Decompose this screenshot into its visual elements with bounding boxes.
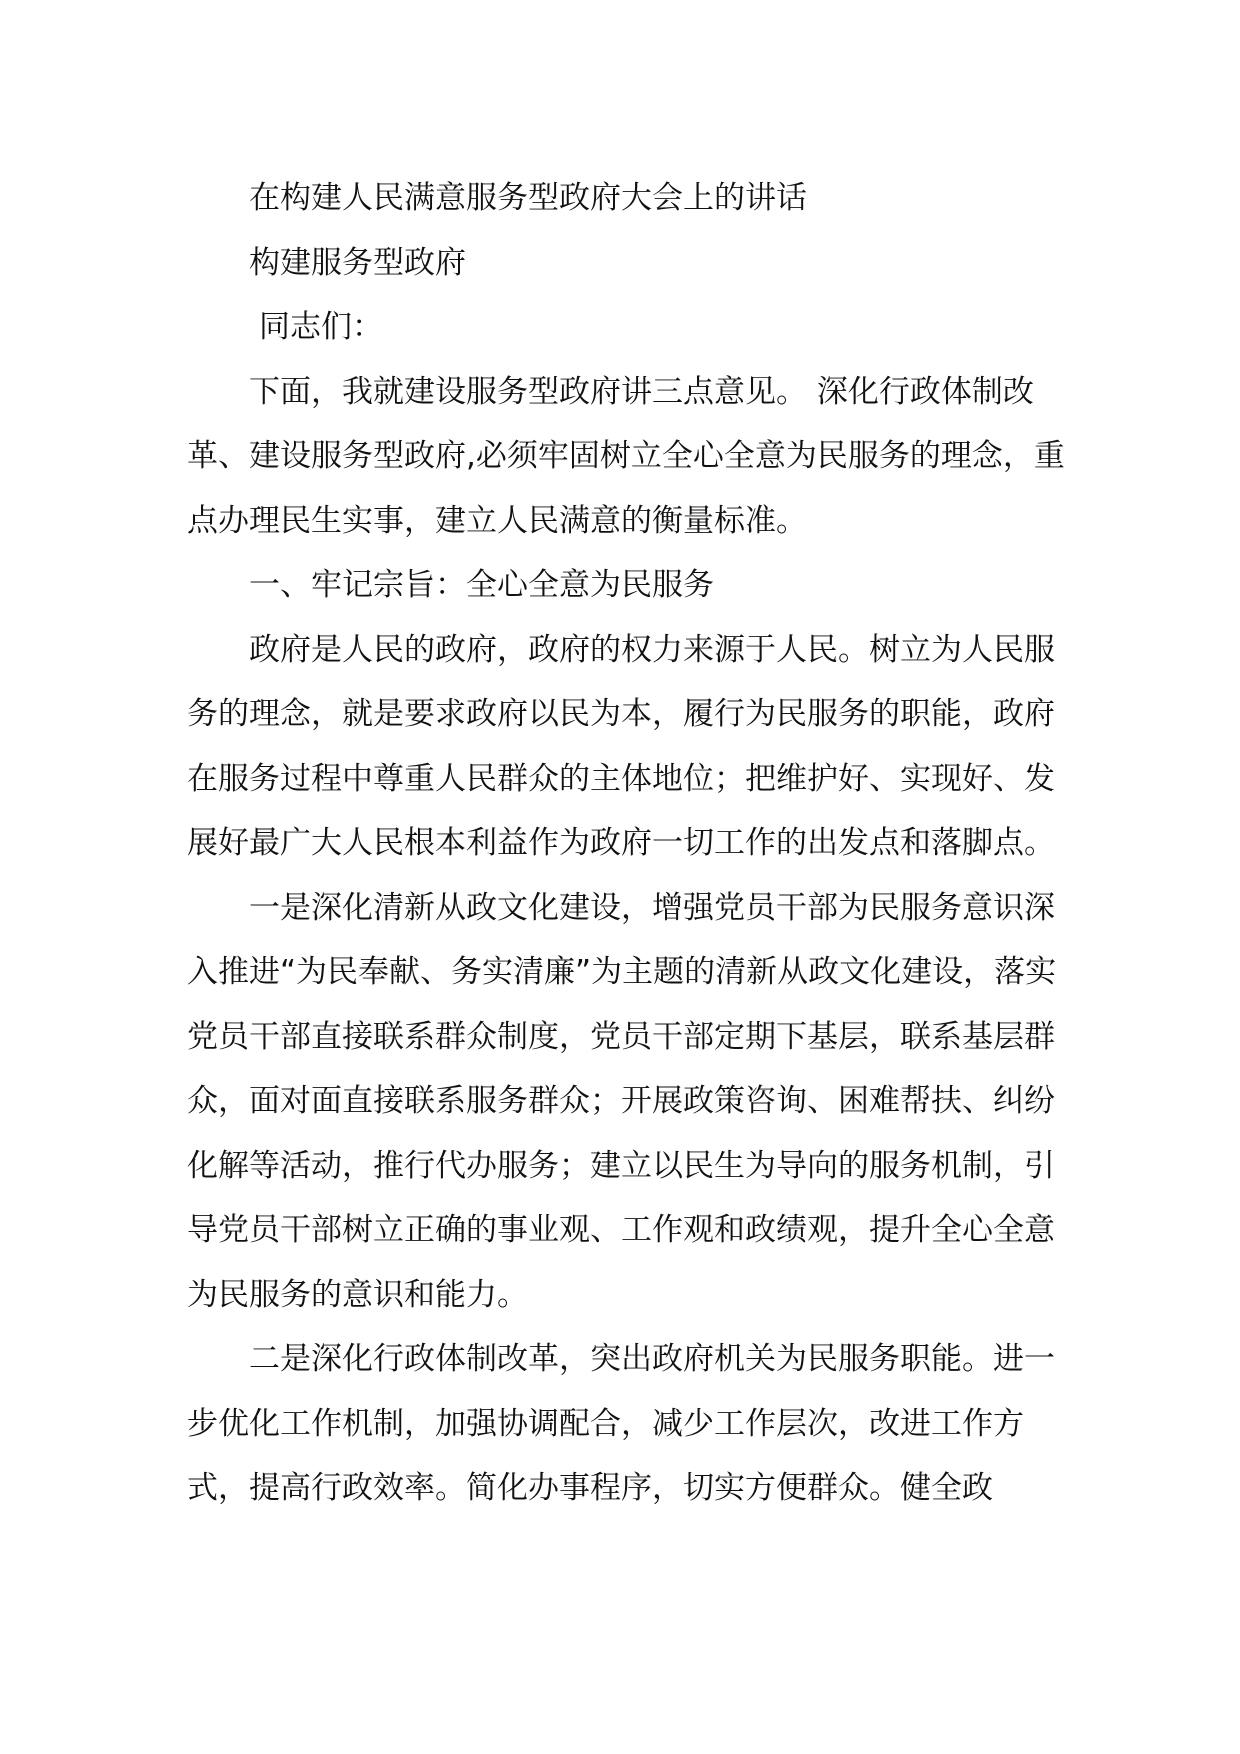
document-subtitle: 构建服务型政府: [249, 244, 466, 281]
section-heading-1: 一、牢记宗旨：全心全意为民服务: [249, 567, 714, 603]
document-title: 在构建人民满意服务型政府大会上的讲话: [249, 180, 807, 216]
paragraph-point-two: 二是深化行政体制改革，突出政府机关为民服务职能。进一步优化工作机制，加强协调配合，减少工作层次，改进工作方式，提高行政效率。简化办事程序，切实方便群众。健全政: [187, 1341, 1055, 1506]
paragraph-intro: 下面，我就建设服务型政府讲三点意见。 深化行政体制改革、建设服务型政府,必须牢固树立全心全意为民服务的理念，重点办理民生实事，建立人民满意的衡量标准。: [187, 373, 1065, 539]
salutation: 同志们：: [259, 309, 383, 345]
paragraph-point-one: 一是深化清新从政文化建设，增强党员干部为民服务意识深入推进“为民奉献、务实清廉”为主题的清新从政文化建设，落实党员干部直接联系群众制度，党员干部定期下基层，联系基层群众，面对面直接联系服务群众；开展政策咨询、困难帮扶、纠纷化解等活动，推行代办服务；建立以民生为导向的服务机制，引导党员干部树立正确的事业观、工作观和政绩观，提升全心全意为民服务的意识和能力。: [187, 889, 1057, 1313]
paragraph-government-role: 政府是人民的政府，政府的权力来源于人民。树立为人民服务的理念，就是要求政府以民为本，履行为民服务的职能，政府在服务过程中尊重人民群众的主体地位；把维护好、实现好、发展好最广大人民根本利益作为政府一切工作的出发点和落脚点。: [187, 631, 1055, 861]
document-body: [187, 166, 1067, 1521]
